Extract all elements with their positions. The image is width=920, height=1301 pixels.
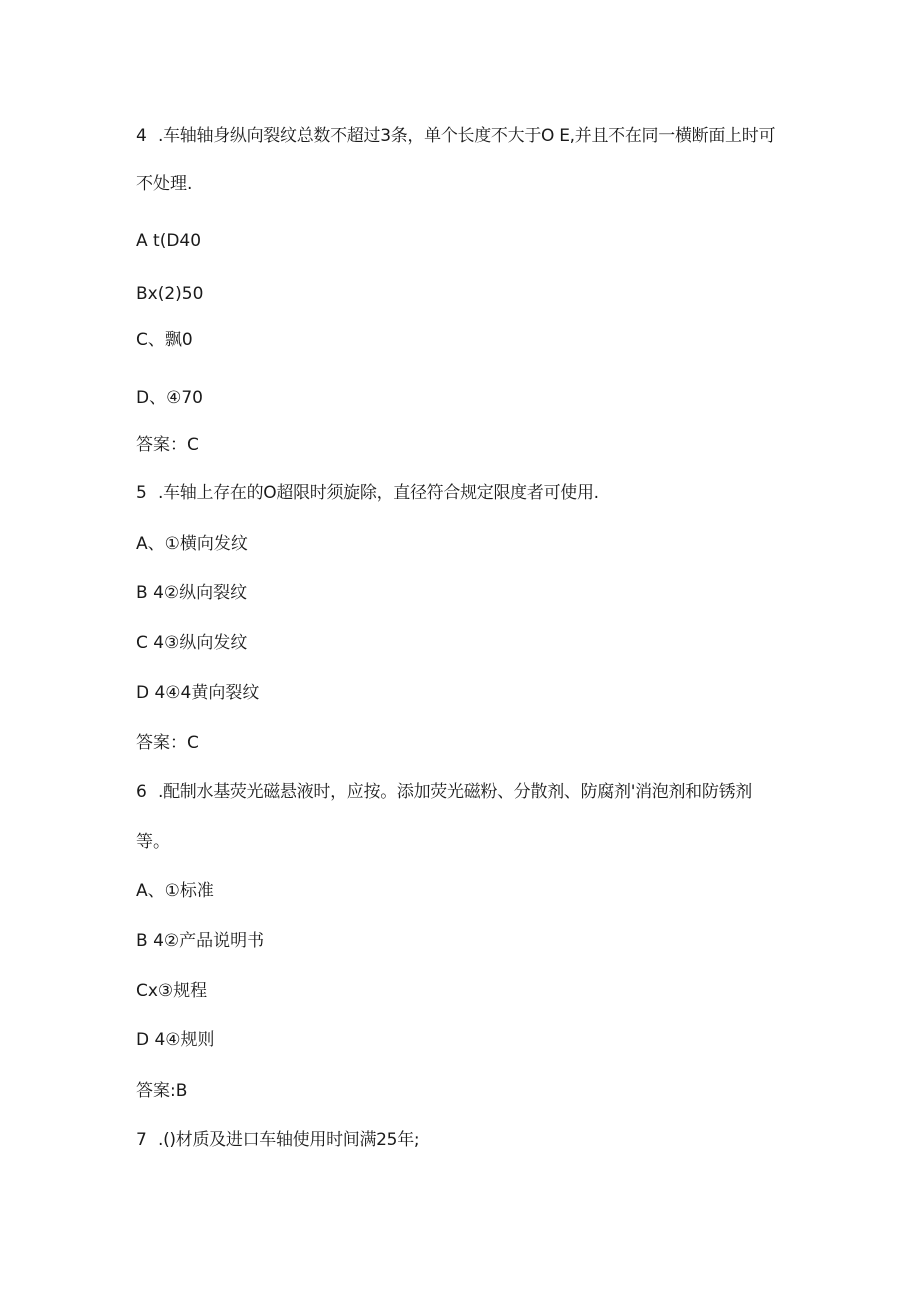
question-number: 4 <box>136 126 147 146</box>
option-b: B 4②产品说明书 <box>136 931 265 951</box>
option-c: C 4③纵向发纹 <box>136 633 248 653</box>
option-d: D、④70 <box>136 388 203 408</box>
option-d: D 4④规则 <box>136 1030 215 1050</box>
question-number: 6 <box>136 782 147 802</box>
question-7-line-1 <box>136 1129 419 1151</box>
question-number: 7 <box>136 1130 147 1150</box>
answer: 答案：C <box>136 435 199 455</box>
question-text: .车轴轴身纵向裂纹总数不超过3条，单个长度不大于O E,并且不在同一横断面上时可 <box>158 126 776 146</box>
question-text: .车轴上存在的O超限时须旋除，直径符合规定限度者可使用. <box>158 483 599 503</box>
answer: 答案:B <box>136 1081 188 1101</box>
option-a-text: A、①横向发纹 <box>136 534 248 554</box>
question-number: 5 <box>136 483 147 503</box>
option-a: A t(D40 <box>136 231 202 251</box>
option-a: A、①标准 <box>136 881 214 901</box>
question-text: .()材质及进口车轴使用时间满25年; <box>158 1130 420 1150</box>
option-d: D 4④4黄向裂纹 <box>136 683 260 703</box>
question-6-line-2: 等。 <box>136 832 170 852</box>
option-c: C、飘0 <box>136 330 193 350</box>
option-c: Cx③规程 <box>136 981 208 1001</box>
question-4-line-1 <box>136 125 775 147</box>
option-b: Bx(2)50 <box>136 284 204 304</box>
option-b: B 4②纵向裂纹 <box>136 583 248 603</box>
question-6-line-1 <box>136 781 752 803</box>
question-text: .配制水基荧光磁悬液时，应按。添加荧光磁粉、分散剂、防腐剂'消泡剂和防锈剂 <box>158 782 752 802</box>
question-5-line-1 <box>136 482 599 504</box>
question-4-line-2: 不处理. <box>136 174 193 194</box>
option-a <box>136 533 248 555</box>
answer: 答案：C <box>136 733 199 753</box>
